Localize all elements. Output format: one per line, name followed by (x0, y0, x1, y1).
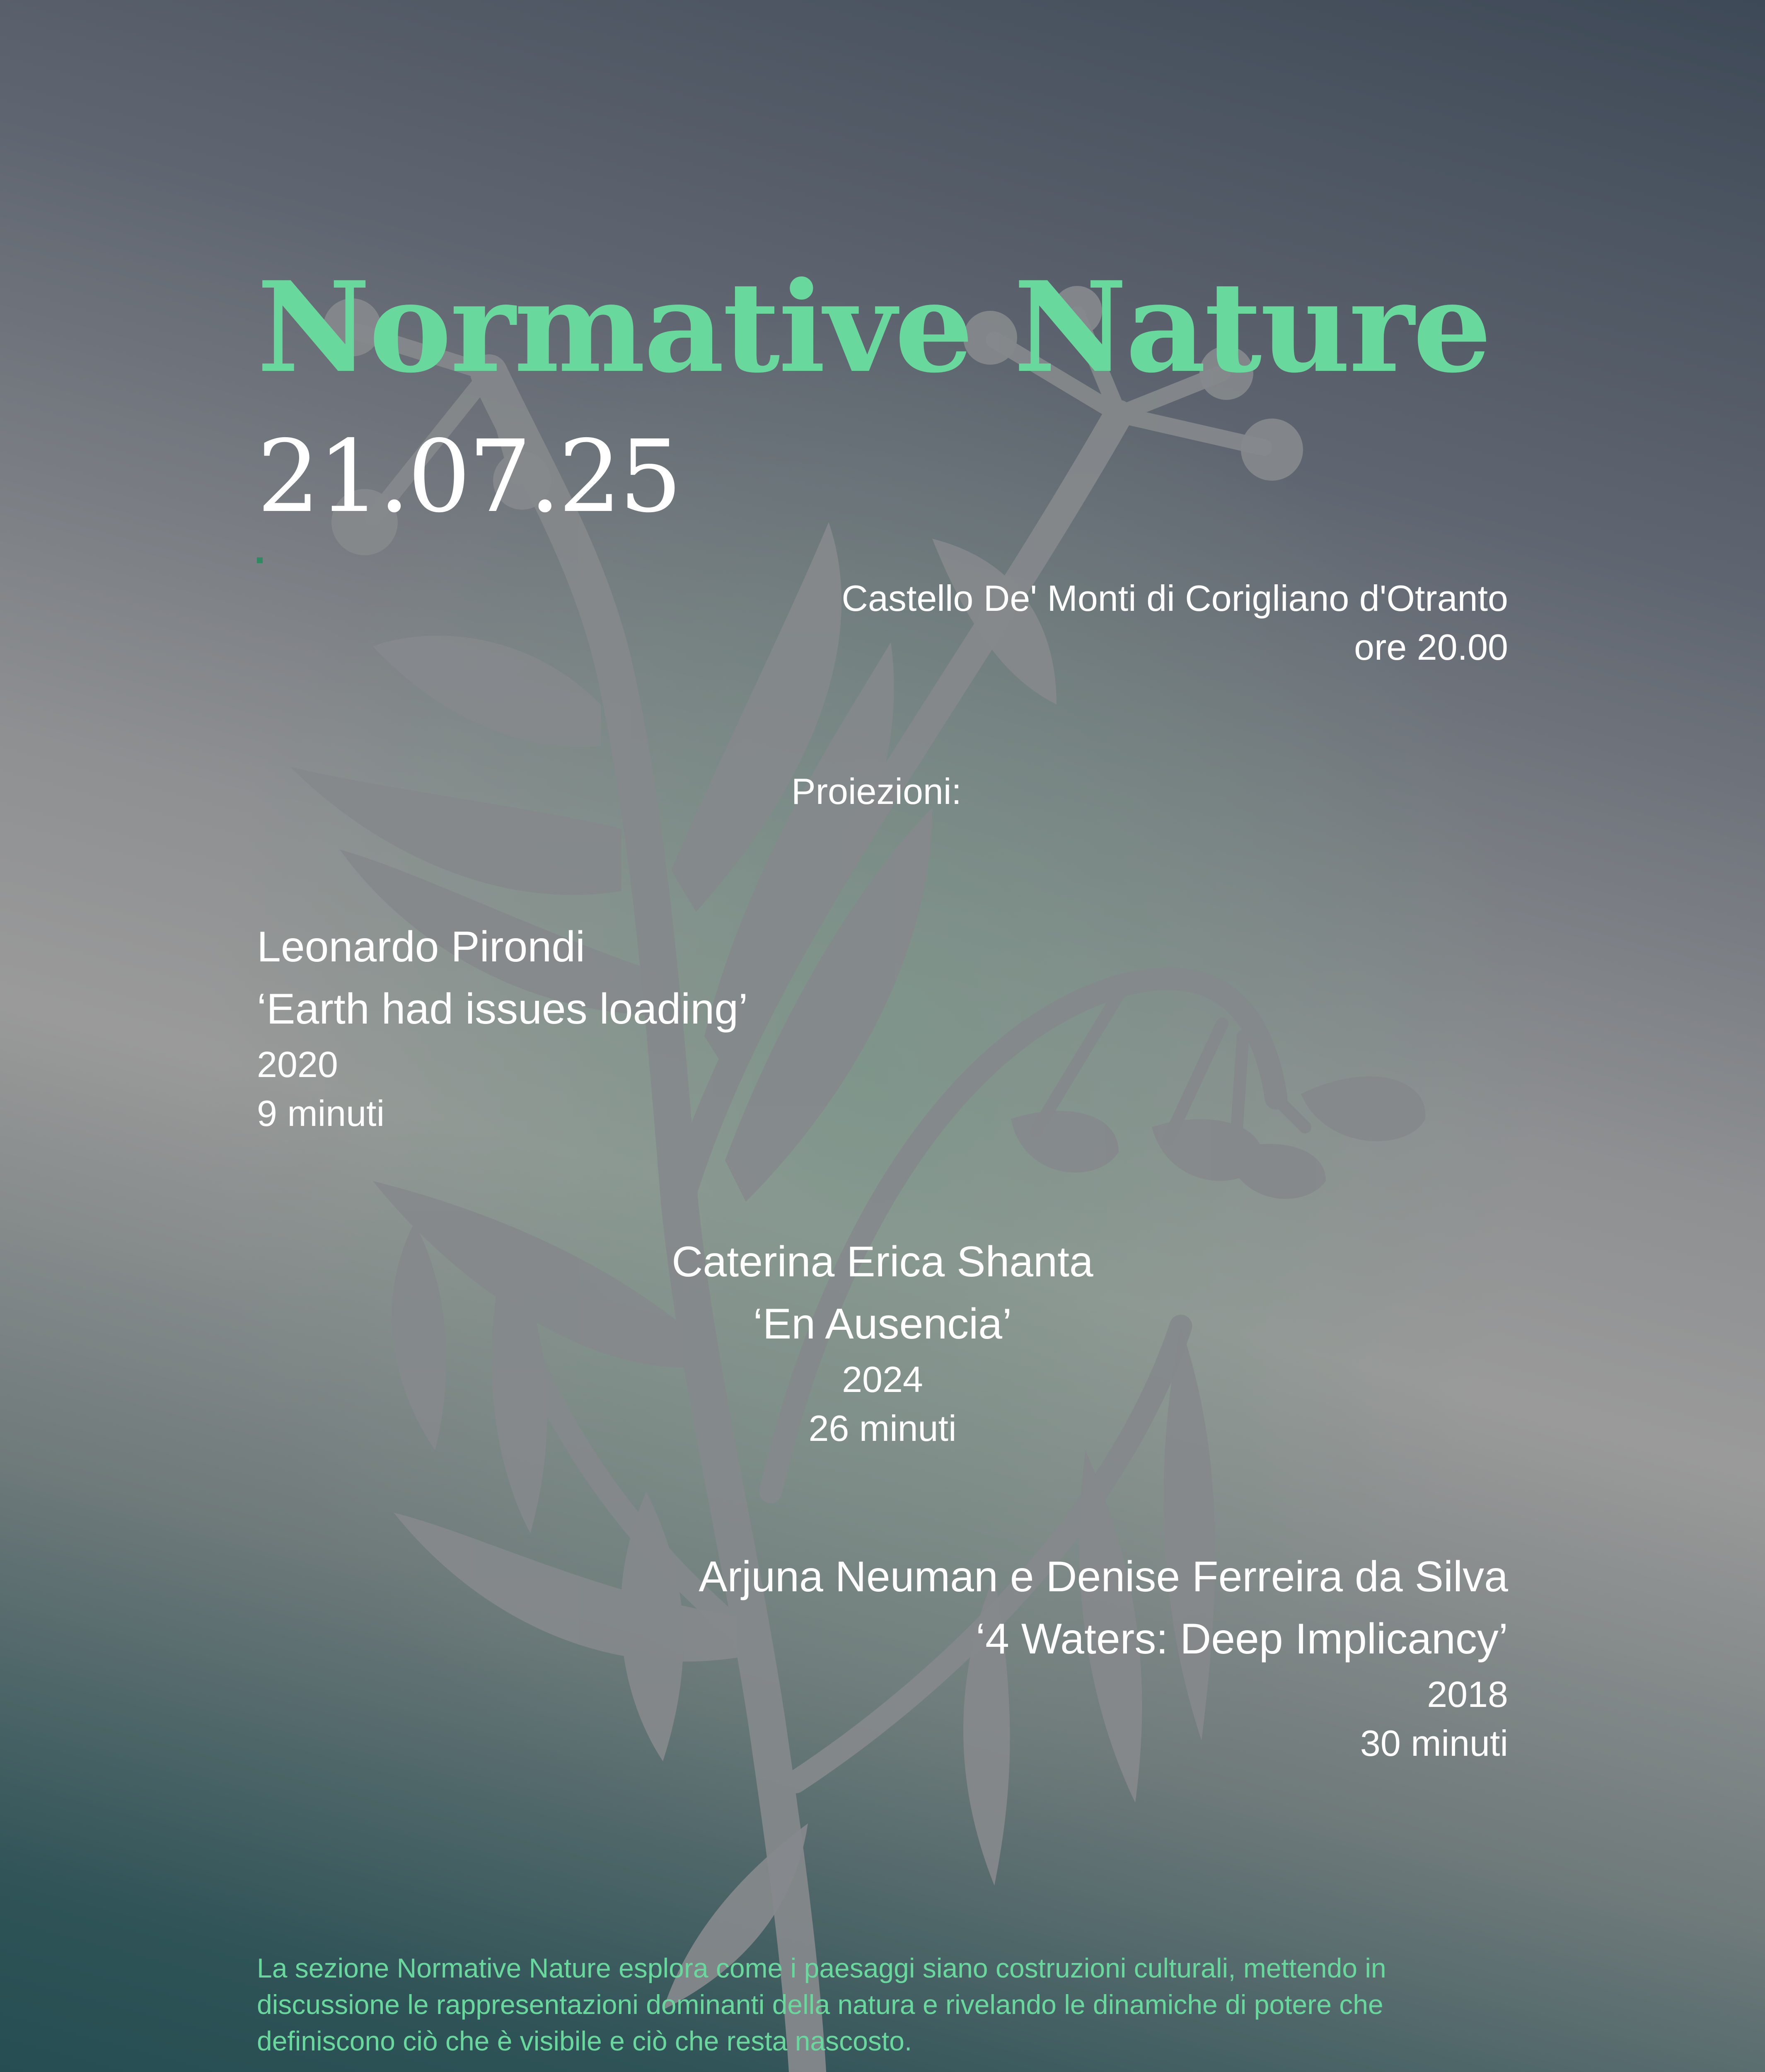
film-entry (431, 1546, 1508, 1768)
screenings-label: Proiezioni: (791, 771, 962, 812)
film-year: 2018 (1427, 1674, 1508, 1715)
film-title: ‘En Ausencia’ (753, 1300, 1012, 1348)
film-duration: 9 minuti (257, 1093, 385, 1134)
film-duration: 30 minuti (1360, 1723, 1508, 1764)
film-title: ‘4 Waters: Deep Implicancy’ (975, 1615, 1508, 1663)
section-description: La sezione Normative Nature esplora come i paesaggi siano costruzioni culturali, mettendo in discussione le rappresentazioni dominanti della natura e rivelando le dinamiche di potere che definiscono ciò che è visibile e ciò che resta nascosto. (257, 1953, 1386, 2056)
film-duration: 26 minuti (808, 1408, 957, 1449)
poster-title: Normative Nature (257, 254, 1490, 400)
film-year: 2024 (842, 1359, 923, 1400)
venue-block (679, 574, 1508, 672)
film-title: ‘Earth had issues loading’ (257, 985, 748, 1033)
film-author: Caterina Erica Shanta (672, 1238, 1093, 1286)
film-entry (257, 916, 1003, 1138)
film-author: Arjuna Neuman e Denise Ferreira da Silva (699, 1553, 1508, 1601)
film-author: Leonardo Pirondi (257, 923, 585, 971)
film-year: 2020 (257, 1044, 338, 1085)
event-time: ore 20.00 (1354, 627, 1508, 668)
film-entry (510, 1231, 1255, 1453)
event-date: 21.07.25 (257, 419, 680, 535)
decorative-dot (257, 557, 263, 563)
venue-name: Castello De' Monti di Corigliano d'Otranto (841, 578, 1508, 619)
